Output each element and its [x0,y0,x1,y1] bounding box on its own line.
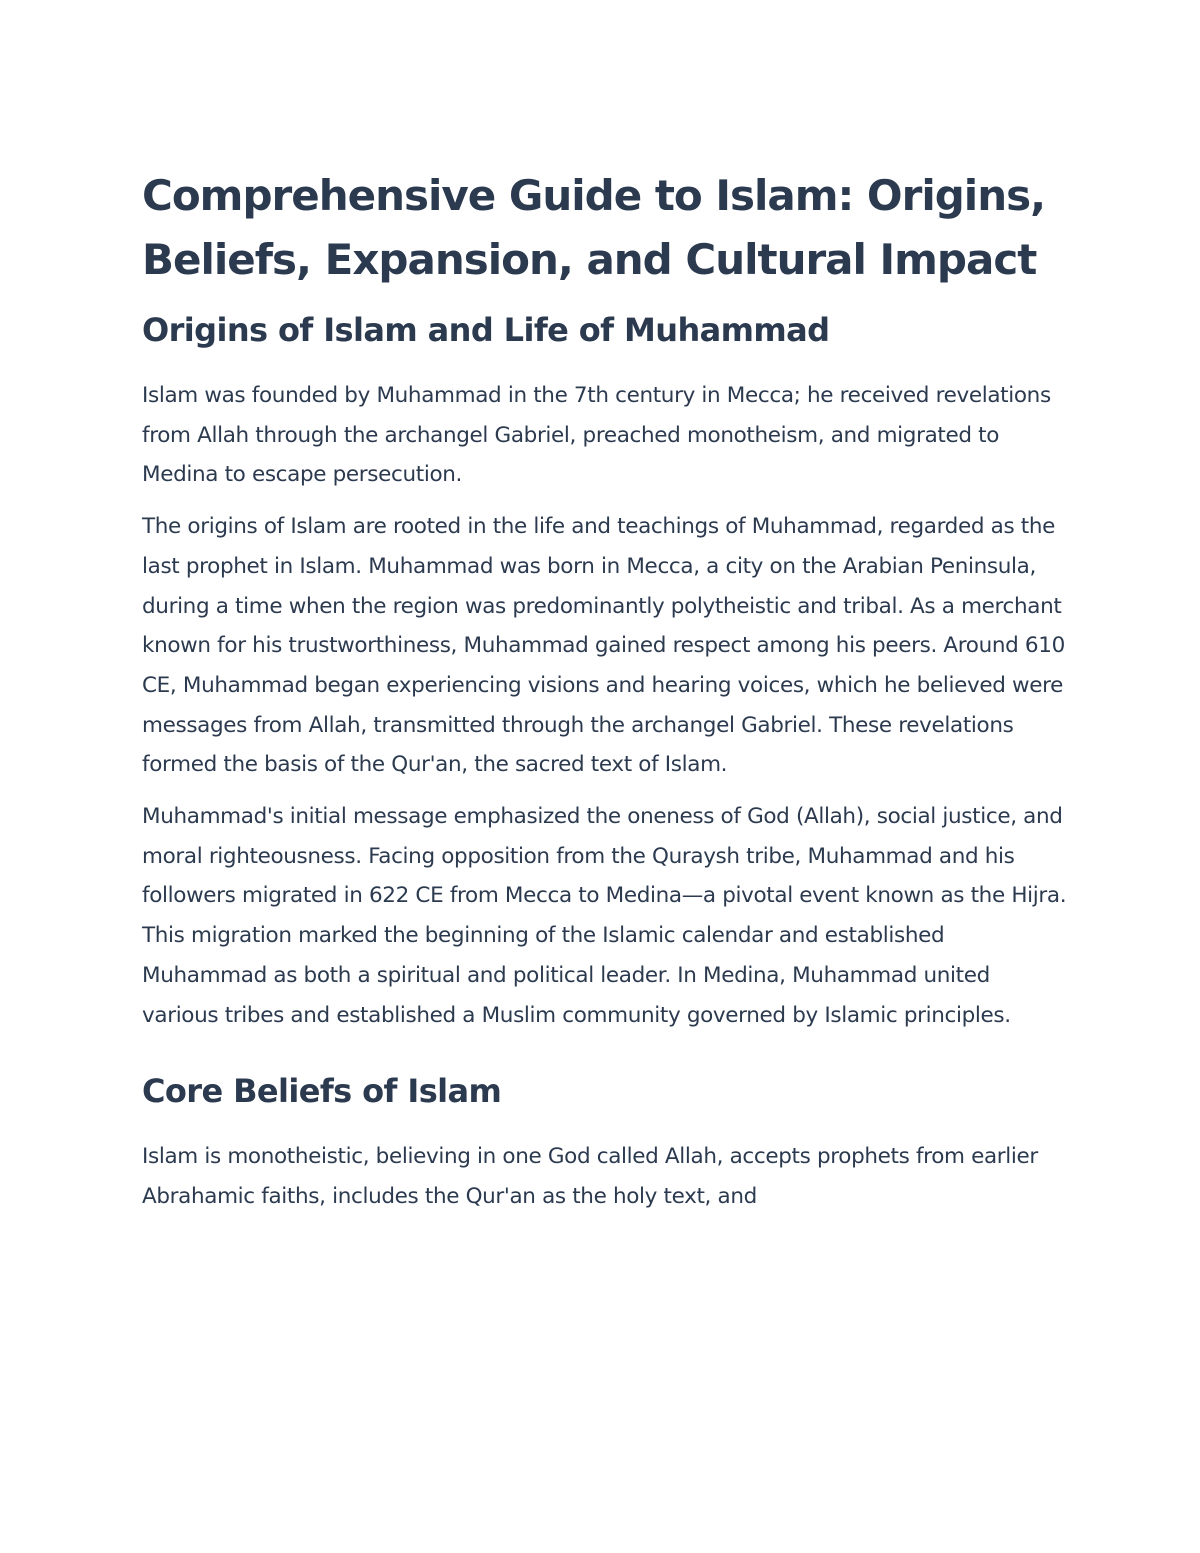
section-summary-paragraph: Islam is monotheistic, believing in one God called Allah, accepts prophets from earlier Abrahamic faiths, includes the Qur'an as the holy text, and [142,1144,1038,1209]
body-paragraph: The origins of Islam are rooted in the life and teachings of Muhammad, regarded as the last prophet in Islam. Muhammad was born in Mecca, a city on the Arabian Peninsula, during a time when the region was predominantly polytheistic and tribal. As a merchant known for his trustworthiness, Muhammad gained respect among his peers. Around 610 CE, Muhammad began experiencing visions and hearing voices, which he believed were messages from Allah, transmitted through the archangel Gabriel. These revelations formed the basis of the Qur'an, the sacred text of Islam. [142,514,1065,778]
section-heading-core-beliefs: Core Beliefs of Islam [142,1072,502,1111]
document-page [142,164,1072,1229]
body-paragraph: Muhammad's initial message emphasized the oneness of God (Allah), social justice, and moral righteousness. Facing opposition from the Quraysh tribe, Muhammad and his followers migrated in 622 CE from Mecca to Medina—a pivotal event known as the Hijra. This migration marked the beginning of the Islamic calendar and established Muhammad as both a spiritual and political leader. In Medina, Muhammad united various tribes and established a Muslim community governed by Islamic principles. [142,804,1067,1028]
document-title: Comprehensive Guide to Islam: Origins, Beliefs, Expansion, and Cultural Impact [142,171,1046,284]
section-heading-origins: Origins of Islam and Life of Muhammad [142,311,830,349]
section-summary-paragraph: Islam was founded by Muhammad in the 7th century in Mecca; he received revelations from Allah through the archangel Gabriel, preached monotheism, and migrated to Medina to escape persecution. [142,383,1051,488]
